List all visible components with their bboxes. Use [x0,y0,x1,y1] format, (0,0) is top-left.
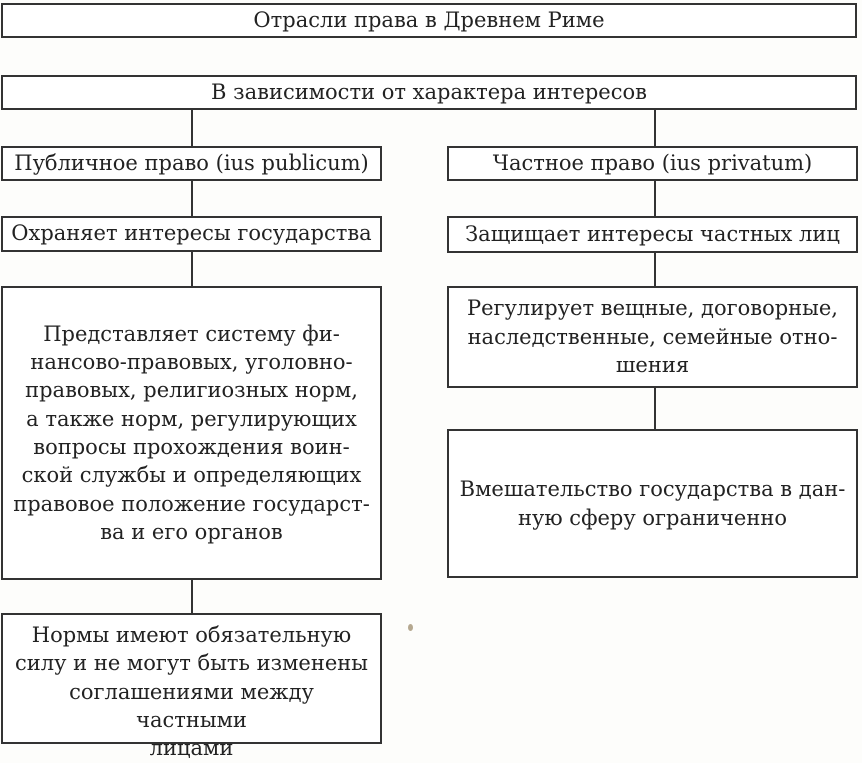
public-law-heading-box [1,146,382,181]
criterion-box [1,75,857,110]
scan-speck [408,624,413,631]
public-norms-line: соглашениями между частными [69,679,314,733]
private-intervention-line: Вмешательство государства в дан- [459,477,846,502]
public-norms-line: лицами [149,736,234,761]
public-description-box [1,286,382,580]
private-protects-box [447,216,858,253]
connector-private-regulates-intervention [654,386,656,431]
connector-public-heading-protects [191,179,193,216]
private-regulates-line: Регулирует вещные, договорные, [467,296,838,321]
public-law-heading: Публичное право (ius publicum) [14,150,369,175]
connector-public-protects-description [191,250,193,288]
public-description-line: правовое положение государст- [13,491,370,516]
public-description-line: вопросы прохождения воин- [33,435,350,459]
connector-public-description-norms [191,578,193,615]
connector-private-heading-protects [654,179,656,216]
private-intervention-line: ную сферу ограниченно [518,505,787,530]
private-protects-text: Защищает интересы частных лиц [465,221,840,246]
public-norms-line: силу и не могут быть изменены [15,651,368,676]
private-regulates-line: наследственные, семейные отно- [467,324,838,349]
connector-criterion-public [191,108,193,148]
criterion-label: В зависимости от характера интересов [211,79,647,104]
connector-private-protects-regulates [654,251,656,288]
public-protects-box [1,216,382,252]
private-regulates-line: шения [615,353,690,378]
public-description-line: ской службы и определяющих [21,463,362,488]
public-description-line: Представляет систему фи- [43,321,340,346]
private-regulates-box [447,286,858,388]
title-box [1,3,857,38]
page-title: Отрасли права в Древнем Риме [253,7,605,32]
connector-criterion-private [654,108,656,148]
public-description-line: правовых, религиозных норм, [25,378,358,403]
public-protects-text: Охраняет интересы государства [11,221,372,246]
private-intervention-box [447,429,858,578]
public-description-line: а также норм, регулирующих [26,406,357,431]
private-law-heading: Частное право (ius privatum) [492,150,813,175]
public-description-line: нансово-правовых, уголовно- [30,349,353,374]
private-law-heading-box [447,146,858,181]
public-description-line: ва и его органов [100,520,283,545]
public-norms-box [1,613,382,761]
public-norms-line: Нормы имеют обязательную [31,623,352,647]
